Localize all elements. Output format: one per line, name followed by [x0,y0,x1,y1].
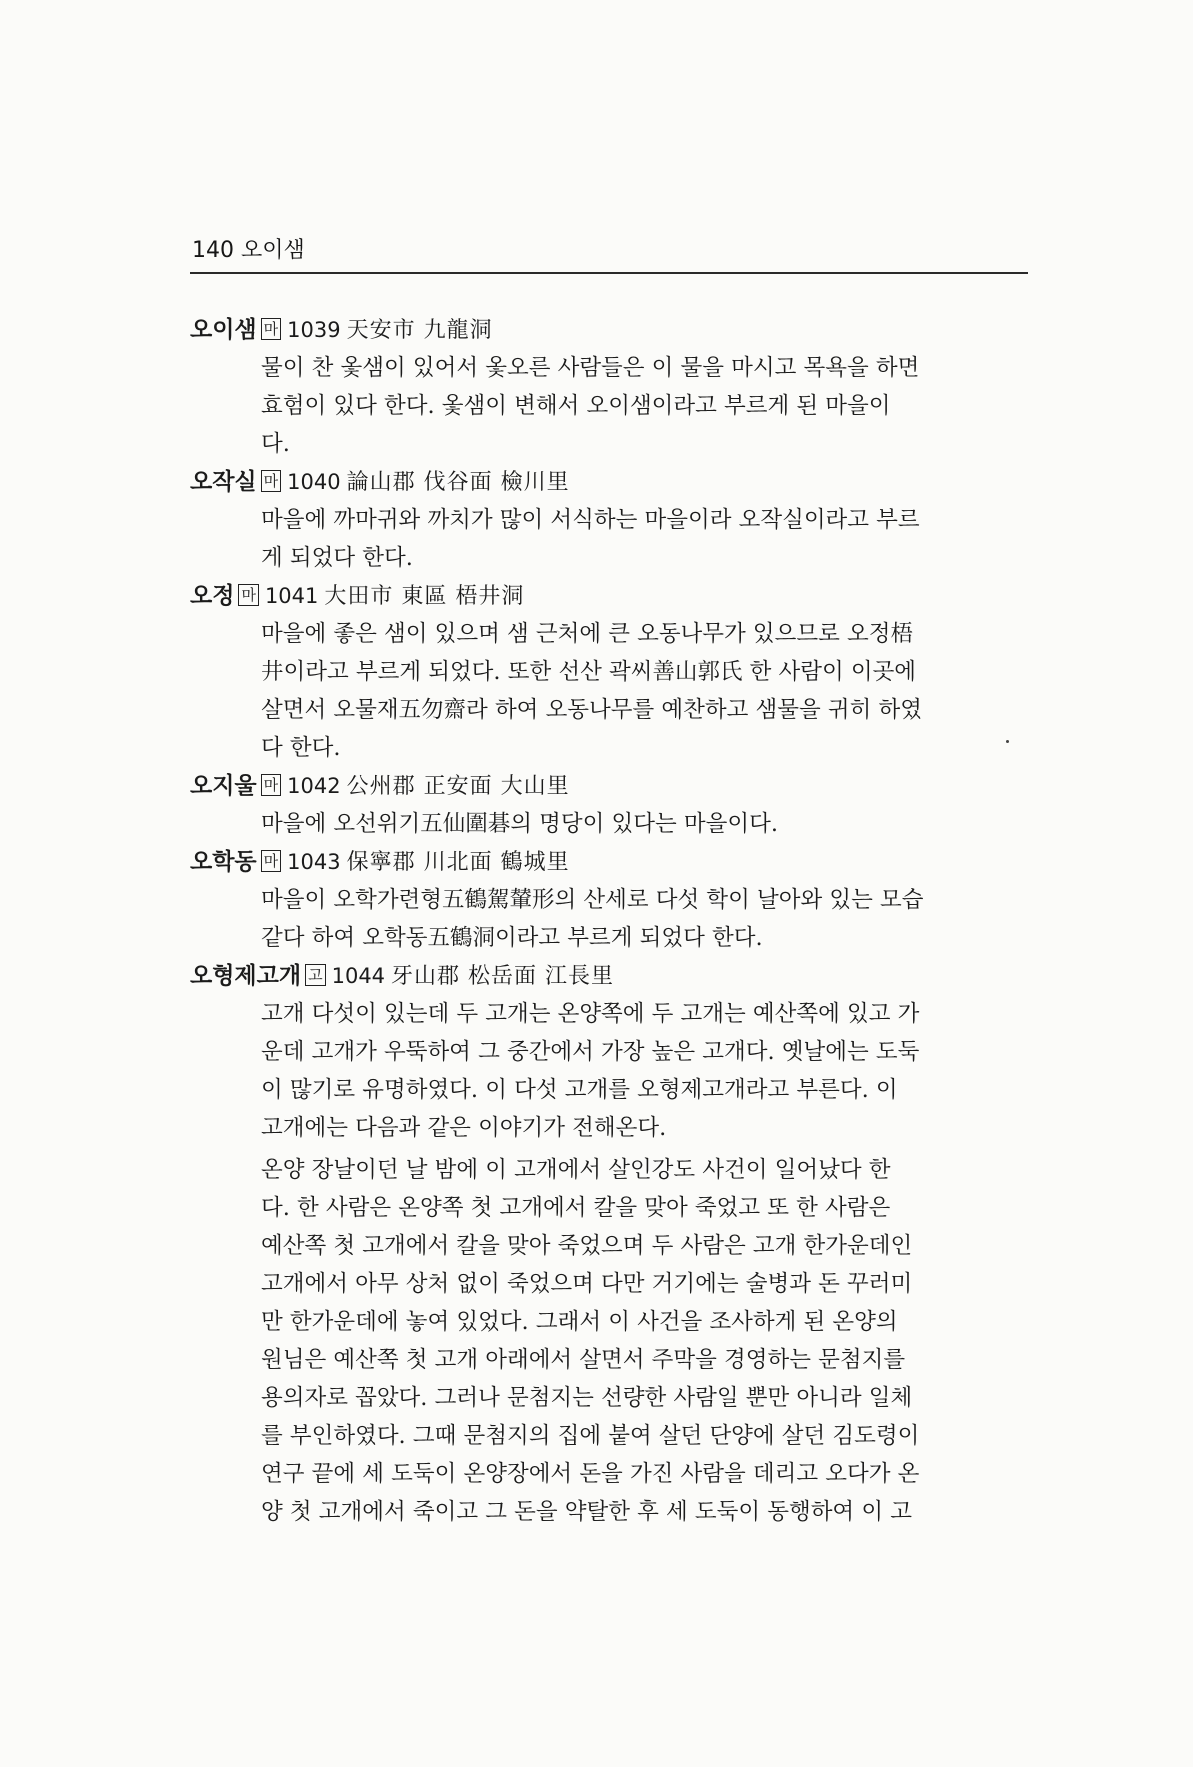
entry-text-line: 게 되었다 한다. [261,545,413,571]
story-text-line: 양 첫 고개에서 죽이고 그 돈을 약탈한 후 세 도둑이 동행하여 이 고 [261,1499,912,1525]
entry-kind-badge: 마 [261,318,282,340]
entry-name: 오형제고개 [190,963,302,989]
entry-number: 1039 [287,318,341,342]
header-rule [190,272,1028,274]
entry-text-line: 효험이 있다 한다. 옻샘이 변해서 오이샘이라고 부르게 된 마을이 [261,393,891,419]
entry-heading [190,843,1030,881]
entry-text-line: 마을에 까마귀와 까치가 많이 서식하는 마을이라 오작실이라고 부르 [261,507,920,533]
entry-name: 오이샘 [190,317,257,343]
entry-text-line: 고개 다섯이 있는데 두 고개는 온양쪽에 두 고개는 예산쪽에 있고 가 [261,1001,920,1027]
entry-text-line: 마을에 오선위기五仙圍碁의 명당이 있다는 마을이다. [261,811,778,837]
entry-number: 1043 [287,850,341,874]
entry-list [190,311,1030,1531]
entry-heading [190,767,1030,805]
entry-kind-badge: 마 [261,470,282,492]
story-text-line: 온양 장날이던 날 밤에 이 고개에서 살인강도 사건이 일어났다 한 [261,1157,891,1183]
entry-location: 保寧郡 川北面 鶴城里 [346,850,570,875]
entry-heading [190,311,1030,349]
entry-text-line: 井이라고 부르게 되었다. 또한 선산 곽씨善山郭氏 한 사람이 이곳에 [261,659,917,685]
entry-text-line: 이 많기로 유명하였다. 이 다섯 고개를 오형제고개라고 부른다. 이 [261,1077,898,1103]
entry-kind-badge: 마 [261,774,282,796]
entry-number: 1042 [287,774,341,798]
entry-name: 오정 [190,583,235,609]
entry-location: 大田市 東區 梧井洞 [324,584,525,609]
entry-location: 公州郡 正安面 大山里 [346,774,570,799]
entry-kind-badge: 마 [261,850,282,872]
entry-text-line: 운데 고개가 우뚝하여 그 중간에서 가장 높은 고개다. 옛날에는 도둑 [261,1039,920,1065]
entry-heading [190,957,1030,995]
entry [190,463,1030,577]
entry-number: 1041 [264,584,319,608]
story-text-line: 만 한가운데에 놓여 있었다. 그래서 이 사건을 조사하게 된 온양의 [261,1309,898,1335]
entry-text-line: 마을에 좋은 샘이 있으며 샘 근처에 큰 오동나무가 있으므로 오정梧 [261,621,913,647]
story-text-line: 원님은 예산쪽 첫 고개 아래에서 살면서 주막을 경영하는 문첨지를 [261,1347,906,1373]
print-speck [1006,740,1009,743]
entry [190,311,1030,463]
story-text-line: 고개에서 아무 상처 없이 죽었으며 다만 거기에는 술병과 돈 꾸러미 [261,1271,913,1297]
story-text-line: 예산쪽 첫 고개에서 칼을 맞아 죽었으며 두 사람은 고개 한가운데인 [261,1233,913,1259]
entry-location: 天安市 九龍洞 [346,318,493,343]
entry-heading [190,463,1030,501]
entry-kind-badge: 마 [238,584,259,606]
entry-text-line: 다. [261,431,290,457]
entry [190,767,1030,843]
entry-name: 오학동 [190,849,257,875]
entry-heading [190,577,1030,615]
story-text-line: 연구 끝에 세 도둑이 온양장에서 돈을 가진 사람을 데리고 오다가 온 [261,1461,920,1487]
story-text-line: 를 부인하였다. 그때 문첨지의 집에 붙여 살던 단양에 살던 김도령이 [261,1423,920,1449]
entry-text-line: 같다 하여 오학동五鶴洞이라고 부르게 되었다 한다. [261,925,763,951]
entry-kind-badge: 고 [305,964,326,986]
entry-number: 1044 [331,964,386,988]
entry-text-line: 물이 찬 옻샘이 있어서 옻오른 사람들은 이 물을 마시고 목욕을 하면 [261,355,920,381]
entry-location: 牙山郡 松岳面 江長里 [391,964,615,989]
entry-name: 오지울 [190,773,257,799]
entry-number: 1040 [287,470,341,494]
entry-text-line: 다 한다. [261,735,341,761]
entry [190,577,1030,767]
entry-text-line: 고개에는 다음과 같은 이야기가 전해온다. [261,1115,667,1141]
story-text-line: 용의자로 꼽았다. 그러나 문첨지는 선량한 사람일 뿐만 아니라 일체 [261,1385,913,1411]
entry-location: 論山郡 伐谷面 檢川里 [346,470,570,495]
running-head: 140 오이샘 [192,238,305,263]
story-text-line: 다. 한 사람은 온양쪽 첫 고개에서 칼을 맞아 죽었고 또 한 사람은 [261,1195,891,1221]
entry [190,843,1030,957]
entry [190,957,1030,1531]
entry-text-line: 살면서 오물재五勿齋라 하여 오동나무를 예찬하고 샘물을 귀히 하였 [261,697,922,723]
entry-name: 오작실 [190,469,257,495]
entry-text-line: 마을이 오학가련형五鶴駕輦形의 산세로 다섯 학이 날아와 있는 모습 [261,887,924,913]
